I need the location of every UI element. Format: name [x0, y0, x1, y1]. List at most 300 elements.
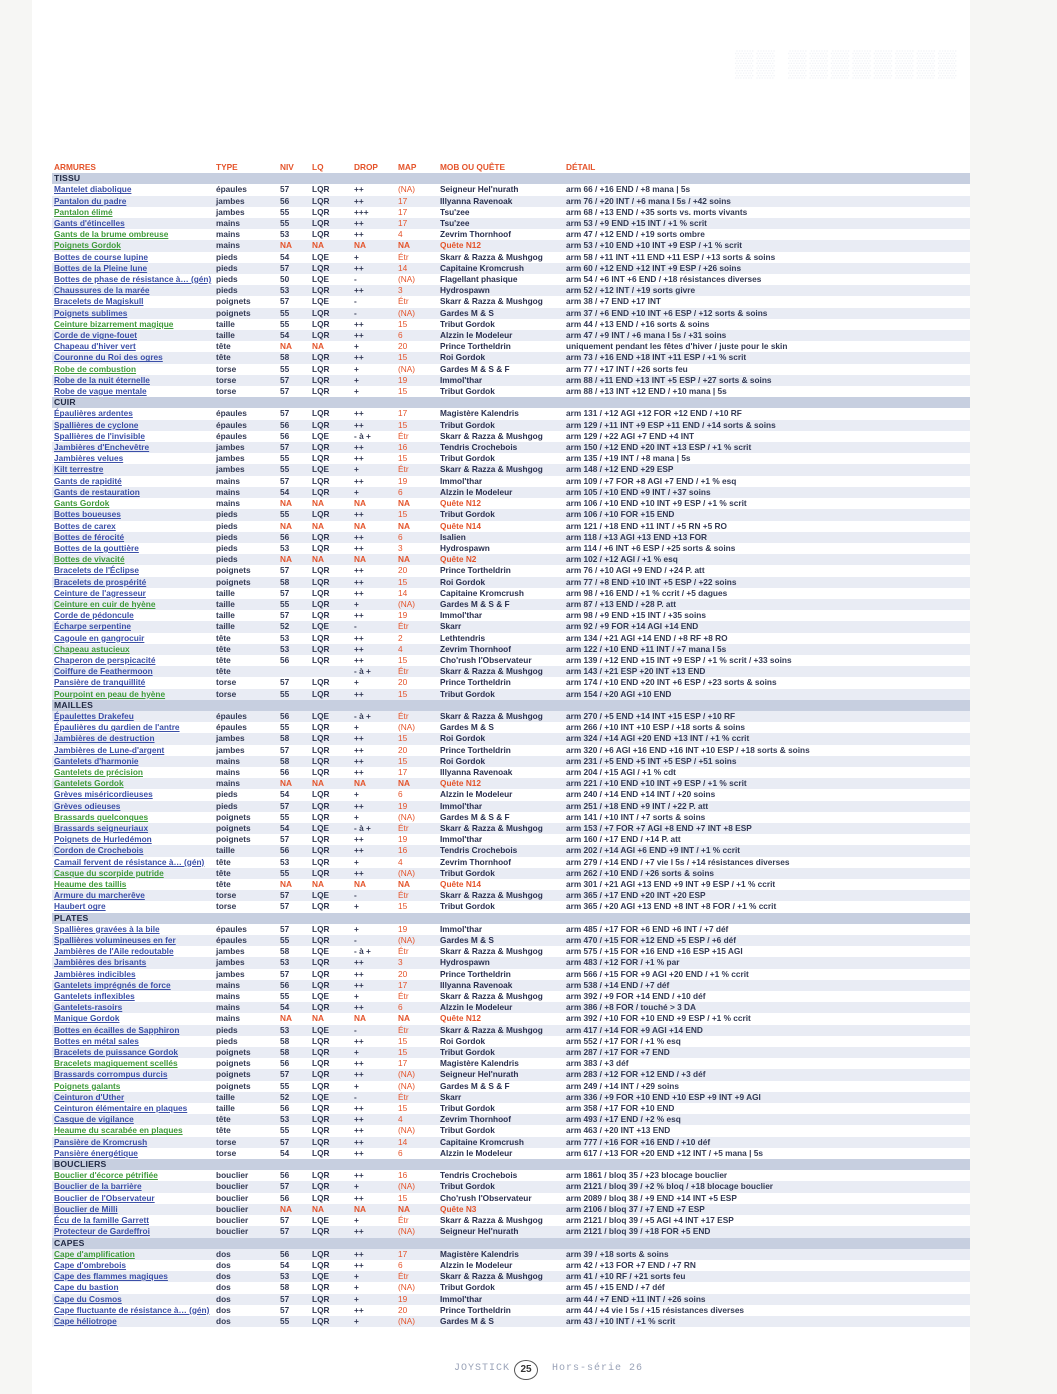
cell-map: Étr [396, 823, 438, 834]
cell-detail: arm 287 / +17 FOR +7 END [564, 1047, 970, 1058]
cell-name: Robe de vague mentale [52, 386, 214, 397]
cell-name: Cape fluctuante de résistance à… (gén) [52, 1305, 214, 1316]
cell-mob: Gardes M & S [438, 308, 564, 319]
table-row [52, 431, 970, 442]
cell-map: (NA) [396, 1081, 438, 1092]
cell-lq: LQR [310, 386, 352, 397]
cell-lq: LQE [310, 296, 352, 307]
cell-map: 15 [396, 319, 438, 330]
table-row [52, 1204, 970, 1215]
cell-lq: LQR [310, 969, 352, 980]
table-row [52, 207, 970, 218]
cell-type: épaules [214, 420, 278, 431]
cell-drop: ++ [352, 263, 396, 274]
cell-mob: Gardes M & S & F [438, 1081, 564, 1092]
cell-map: 6 [396, 1260, 438, 1271]
cell-map: 15 [396, 352, 438, 363]
page-footer [0, 1358, 1057, 1382]
cell-type: tête [214, 857, 278, 868]
cell-name: Casque de vigilance [52, 1114, 214, 1125]
cell-detail: arm 68 / +13 END / +35 sorts vs. morts vivants [564, 207, 970, 218]
cell-drop: +++ [352, 207, 396, 218]
cell-lq: LQR [310, 1193, 352, 1204]
cell-detail: arm 76 / +20 INT / +6 mana l 5s / +42 soins [564, 196, 970, 207]
cell-niv: NA [278, 778, 310, 789]
cell-name: Écharpe serpentine [52, 621, 214, 632]
cell-lq: LQR [310, 285, 352, 296]
cell-drop: ++ [352, 957, 396, 968]
table-row [52, 442, 970, 453]
table-row [52, 308, 970, 319]
cell-drop: ++ [352, 644, 396, 655]
cell-niv: 57 [278, 442, 310, 453]
cell-type: dos [214, 1316, 278, 1327]
cell-niv: 56 [278, 1058, 310, 1069]
table-row [52, 689, 970, 700]
table-body [52, 173, 970, 1327]
cell-drop: ++ [352, 218, 396, 229]
cell-niv: 54 [278, 1002, 310, 1013]
cell-map: Étr [396, 621, 438, 632]
cell-name: Gantelets de précision [52, 767, 214, 778]
cell-name: Pansière de tranquillité [52, 677, 214, 688]
cell-detail: arm 174 / +10 END +20 INT +6 ESP / +23 sorts & soins [564, 677, 970, 688]
cell-niv [278, 666, 310, 677]
cell-drop: + [352, 386, 396, 397]
cell-drop: - [352, 274, 396, 285]
cell-lq: LQR [310, 845, 352, 856]
cell-drop: + [352, 252, 396, 263]
cell-niv: 58 [278, 1282, 310, 1293]
cell-lq: LQR [310, 599, 352, 610]
table-row [52, 240, 970, 251]
table-row [52, 879, 970, 890]
cell-type: épaules [214, 722, 278, 733]
cell-name: Camail fervent de résistance à… (gén) [52, 857, 214, 868]
cell-mob: Illyanna Ravenoak [438, 196, 564, 207]
cell-detail: arm 202 / +14 AGI +6 END +9 INT / +1 % ccrit [564, 845, 970, 856]
cell-map: 17 [396, 207, 438, 218]
table-row [52, 1013, 970, 1024]
cell-map: NA [396, 1013, 438, 1024]
cell-drop: + [352, 1181, 396, 1192]
cell-map: 4 [396, 229, 438, 240]
cell-drop: NA [352, 778, 396, 789]
cell-name: Bouclier de Milli [52, 1204, 214, 1215]
cell-type: mains [214, 980, 278, 991]
cell-lq: LQR [310, 644, 352, 655]
cell-type: épaules [214, 924, 278, 935]
cell-type: bouclier [214, 1226, 278, 1237]
table-row [52, 1282, 970, 1293]
cell-type: dos [214, 1305, 278, 1316]
cell-drop: ++ [352, 610, 396, 621]
cell-detail: arm 47 / +12 END / +19 sorts ombre [564, 229, 970, 240]
cell-niv: 54 [278, 330, 310, 341]
cell-niv: 55 [278, 868, 310, 879]
cell-mob: Gardes M & S [438, 935, 564, 946]
cell-type: mains [214, 476, 278, 487]
cell-name: Chaperon de perspicacité [52, 655, 214, 666]
cell-type: pieds [214, 1025, 278, 1036]
cell-map: 15 [396, 453, 438, 464]
cell-mob: Skarr & Razza & Mushgog [438, 711, 564, 722]
cell-niv: 53 [278, 285, 310, 296]
cell-type: dos [214, 1294, 278, 1305]
cell-mob: Skarr & Razza & Mushgog [438, 431, 564, 442]
cell-map: 6 [396, 487, 438, 498]
table-row [52, 767, 970, 778]
cell-drop: ++ [352, 1249, 396, 1260]
cell-niv: 57 [278, 1294, 310, 1305]
cell-name: Jambières velues [52, 453, 214, 464]
cell-drop: - [352, 1092, 396, 1103]
cell-lq: LQE [310, 1215, 352, 1226]
cell-name: Pourpoint en peau de hyène [52, 689, 214, 700]
cell-name: Chapeau d'hiver vert [52, 341, 214, 352]
cell-niv: 54 [278, 1148, 310, 1159]
cell-lq: LQR [310, 1226, 352, 1237]
cell-niv: 57 [278, 588, 310, 599]
cell-lq: LQR [310, 442, 352, 453]
cell-detail: arm 392 / +9 FOR +14 END / +10 déf [564, 991, 970, 1002]
cell-type: poignets [214, 1081, 278, 1092]
cell-name: Cape du Cosmos [52, 1294, 214, 1305]
page-number: 25 [514, 1360, 538, 1380]
cell-lq: NA [310, 240, 352, 251]
cell-niv: 55 [278, 319, 310, 330]
cell-type: dos [214, 1249, 278, 1260]
table-row [52, 577, 970, 588]
cell-mob: Quête N14 [438, 879, 564, 890]
cell-lq: LQR [310, 1114, 352, 1125]
cell-niv: 56 [278, 420, 310, 431]
cell-name: Cape d'ombrebois [52, 1260, 214, 1271]
table-row [52, 274, 970, 285]
cell-name: Bracelets de Magiskull [52, 296, 214, 307]
cell-map: 20 [396, 565, 438, 576]
cell-drop: ++ [352, 1148, 396, 1159]
cell-map: (NA) [396, 935, 438, 946]
table-row [52, 599, 970, 610]
cell-map: NA [396, 778, 438, 789]
cell-mob: Alzzin le Modeleur [438, 1002, 564, 1013]
cell-mob: Tribut Gordok [438, 319, 564, 330]
cell-detail: arm 365 / +20 AGI +13 END +8 INT +8 FOR / +1 % ccrit [564, 901, 970, 912]
cell-detail: arm 251 / +18 END +9 INT / +22 P. att [564, 801, 970, 812]
cell-drop: NA [352, 879, 396, 890]
cell-type: mains [214, 778, 278, 789]
cell-mob: Skarr & Razza & Mushgog [438, 823, 564, 834]
cell-detail: arm 77 / +17 INT / +26 sorts feu [564, 364, 970, 375]
cell-map: Étr [396, 252, 438, 263]
cell-niv: 55 [278, 308, 310, 319]
cell-mob: Gardes M & S & F [438, 364, 564, 375]
section-title: TISSU [52, 173, 970, 184]
cell-name: Ceinturon élémentaire en plaques [52, 1103, 214, 1114]
cell-name: Bouclier d'écorce pétrifiée [52, 1170, 214, 1181]
table-row [52, 711, 970, 722]
cell-type: pieds [214, 509, 278, 520]
cell-niv: 58 [278, 733, 310, 744]
table-row [52, 1215, 970, 1226]
cell-lq: NA [310, 1013, 352, 1024]
table-row [52, 644, 970, 655]
section-header-row [52, 1159, 970, 1170]
cell-drop: ++ [352, 588, 396, 599]
cell-map: NA [396, 879, 438, 890]
cell-name: Gantelets d'harmonie [52, 756, 214, 767]
table-row [52, 1226, 970, 1237]
cell-name: Gants Gordok [52, 498, 214, 509]
table-row [52, 789, 970, 800]
cell-type: pieds [214, 543, 278, 554]
cell-map: 2 [396, 633, 438, 644]
cell-niv: 57 [278, 610, 310, 621]
cell-lq: NA [310, 554, 352, 565]
table-row [52, 722, 970, 733]
cell-detail: arm 270 / +5 END +14 INT +15 ESP / +10 RF [564, 711, 970, 722]
cell-detail: arm 98 / +16 END / +1 % ccrit / +5 dagues [564, 588, 970, 599]
cell-type: taille [214, 845, 278, 856]
cell-mob: Prince Tortheldrin [438, 969, 564, 980]
table-row [52, 1125, 970, 1136]
cell-type: tête [214, 352, 278, 363]
cell-name: Spallières de l'invisible [52, 431, 214, 442]
cell-drop: ++ [352, 767, 396, 778]
cell-type: jambes [214, 207, 278, 218]
cell-map: (NA) [396, 1181, 438, 1192]
cell-name: Gantelets imprégnés de force [52, 980, 214, 991]
cell-type: pieds [214, 285, 278, 296]
cell-detail: arm 45 / +15 END / +7 déf [564, 1282, 970, 1293]
cell-mob: Illyanna Ravenoak [438, 767, 564, 778]
cell-type: poignets [214, 577, 278, 588]
cell-name: Mantelet diabolique [52, 184, 214, 195]
cell-name: Poignets galants [52, 1081, 214, 1092]
cell-name: Poignets Gordok [52, 240, 214, 251]
cell-name: Bottes en métal sales [52, 1036, 214, 1047]
table-row [52, 386, 970, 397]
table-row [52, 184, 970, 195]
cell-lq: LQR [310, 1069, 352, 1080]
table-row [52, 633, 970, 644]
cell-niv: 56 [278, 1170, 310, 1181]
cell-type: pieds [214, 274, 278, 285]
cell-drop: ++ [352, 1193, 396, 1204]
cell-lq: LQR [310, 1316, 352, 1327]
table-row [52, 252, 970, 263]
cell-name: Gantelets Gordok [52, 778, 214, 789]
cell-lq: LQR [310, 957, 352, 968]
cell-map: NA [396, 498, 438, 509]
cell-type: jambes [214, 442, 278, 453]
cell-mob: Skarr & Razza & Mushgog [438, 296, 564, 307]
cell-name: Bracelets de puissance Gordok [52, 1047, 214, 1058]
cell-drop: ++ [352, 756, 396, 767]
cell-lq: LQE [310, 946, 352, 957]
cell-drop: ++ [352, 801, 396, 812]
cell-drop: ++ [352, 565, 396, 576]
cell-name: Brassards corrompus durcis [52, 1069, 214, 1080]
table-row [52, 554, 970, 565]
cell-drop: ++ [352, 408, 396, 419]
cell-mob: Quête N14 [438, 521, 564, 532]
cell-lq: LQE [310, 711, 352, 722]
cell-drop: ++ [352, 733, 396, 744]
cell-name: Robe de combustion [52, 364, 214, 375]
cell-lq: LQR [310, 308, 352, 319]
cell-detail: arm 358 / +17 FOR +10 END [564, 1103, 970, 1114]
cell-map: 20 [396, 1305, 438, 1316]
cell-map: 4 [396, 1114, 438, 1125]
cell-mob: Quête N12 [438, 778, 564, 789]
cell-niv: 53 [278, 957, 310, 968]
cell-niv: 58 [278, 756, 310, 767]
cell-name: Chapeau astucieux [52, 644, 214, 655]
cell-detail: arm 336 / +9 FOR +10 END +10 ESP +9 INT +9 AGI [564, 1092, 970, 1103]
cell-niv: 56 [278, 1103, 310, 1114]
cell-name: Grèves odieuses [52, 801, 214, 812]
cell-drop: + [352, 1316, 396, 1327]
cell-lq: LQR [310, 655, 352, 666]
cell-detail: arm 493 / +17 END / +2 % esq [564, 1114, 970, 1125]
cell-lq: LQR [310, 1125, 352, 1136]
table-row [52, 823, 970, 834]
cell-detail: arm 148 / +12 END +29 ESP [564, 464, 970, 475]
table-row [52, 1103, 970, 1114]
cell-mob: Tribut Gordok [438, 1047, 564, 1058]
cell-drop: + [352, 1081, 396, 1092]
table-row [52, 521, 970, 532]
header-niv: NIV [280, 162, 294, 172]
cell-name: Haubert ogre [52, 901, 214, 912]
table-row [52, 1036, 970, 1047]
cell-map: 17 [396, 196, 438, 207]
cell-drop: ++ [352, 868, 396, 879]
cell-type: jambes [214, 464, 278, 475]
header-map: MAP [398, 162, 417, 172]
cell-mob: Gardes M & S [438, 722, 564, 733]
cell-detail: arm 77 / +8 END +10 INT +5 ESP / +22 soins [564, 577, 970, 588]
cell-niv: 57 [278, 476, 310, 487]
cell-mob: Roi Gordok [438, 577, 564, 588]
cell-lq: LQR [310, 319, 352, 330]
cell-name: Bouclier de l'Observateur [52, 1193, 214, 1204]
cell-niv: 57 [278, 677, 310, 688]
cell-mob: Roi Gordok [438, 1036, 564, 1047]
cell-type: poignets [214, 1069, 278, 1080]
cell-name: Cagoule en gangrocuir [52, 633, 214, 644]
cell-name: Cordon de Crochebois [52, 845, 214, 856]
cell-map: Étr [396, 1025, 438, 1036]
table-row [52, 901, 970, 912]
cell-name: Brassards seigneuriaux [52, 823, 214, 834]
cell-detail: arm 143 / +21 ESP +20 INT +13 END [564, 666, 970, 677]
cell-mob: Alzzin le Modeleur [438, 789, 564, 800]
cell-detail: arm 47 / +9 INT / +6 mana l 5s / +31 soins [564, 330, 970, 341]
cell-map: 19 [396, 610, 438, 621]
cell-drop: ++ [352, 689, 396, 700]
cell-lq: LQR [310, 364, 352, 375]
table-row [52, 1316, 970, 1327]
cell-detail: arm 88 / +13 INT +12 END / +10 mana | 5s [564, 386, 970, 397]
cell-map: (NA) [396, 722, 438, 733]
cell-map: (NA) [396, 308, 438, 319]
cell-niv: NA [278, 554, 310, 565]
cell-name: Épaulières du gardien de l'antre [52, 722, 214, 733]
cell-name: Ceinture bizarrement magique [52, 319, 214, 330]
table-row [52, 498, 970, 509]
cell-detail: arm 88 / +11 END +13 INT +5 ESP / +27 sorts & soins [564, 375, 970, 386]
cell-lq: LQE [310, 274, 352, 285]
table-row [52, 610, 970, 621]
section-header-row [52, 913, 970, 924]
cell-type: mains [214, 240, 278, 251]
cell-drop: ++ [352, 453, 396, 464]
table-row [52, 487, 970, 498]
cell-drop: ++ [352, 1260, 396, 1271]
cell-drop: ++ [352, 745, 396, 756]
cell-map: 14 [396, 588, 438, 599]
cell-mob: Immol'thar [438, 476, 564, 487]
cell-drop: - à + [352, 946, 396, 957]
cell-lq: LQR [310, 196, 352, 207]
cell-lq: NA [310, 498, 352, 509]
cell-mob: Alzzin le Modeleur [438, 1260, 564, 1271]
cell-drop: + [352, 599, 396, 610]
cell-niv: 57 [278, 745, 310, 756]
cell-map: (NA) [396, 1282, 438, 1293]
cell-detail: arm 777 / +16 FOR +16 END / +10 déf [564, 1137, 970, 1148]
cell-niv: 55 [278, 207, 310, 218]
cell-lq: LQR [310, 1260, 352, 1271]
cell-name: Bouclier de la barrière [52, 1181, 214, 1192]
cell-map: 17 [396, 980, 438, 991]
cell-lq: LQR [310, 1294, 352, 1305]
header-type: TYPE [216, 162, 238, 172]
cell-lq: LQR [310, 375, 352, 386]
cell-map: 16 [396, 442, 438, 453]
cell-type: taille [214, 621, 278, 632]
cell-mob: Tendris Crochebois [438, 1170, 564, 1181]
header-lq: LQ [312, 162, 324, 172]
cell-type: pieds [214, 801, 278, 812]
cell-map: Étr [396, 666, 438, 677]
cell-type: jambes [214, 733, 278, 744]
cell-mob: Tribut Gordok [438, 868, 564, 879]
table-row [52, 532, 970, 543]
cell-drop: + [352, 789, 396, 800]
table-row [52, 1148, 970, 1159]
cell-mob: Prince Tortheldrin [438, 745, 564, 756]
cell-drop: NA [352, 498, 396, 509]
cell-map: 15 [396, 386, 438, 397]
cell-niv: 54 [278, 252, 310, 263]
cell-map: 19 [396, 801, 438, 812]
cell-niv: 55 [278, 722, 310, 733]
table-row [52, 420, 970, 431]
cell-map: 19 [396, 375, 438, 386]
cell-detail: arm 87 / +13 END / +28 P. att [564, 599, 970, 610]
cell-map: 4 [396, 857, 438, 868]
cell-name: Ceinture en cuir de hyène [52, 599, 214, 610]
table-row [52, 845, 970, 856]
cell-detail: arm 2121 / bloq 39 / +5 AGI +4 INT +17 ESP [564, 1215, 970, 1226]
section-title: CAPES [52, 1238, 970, 1249]
cell-drop: ++ [352, 1114, 396, 1125]
cell-map: NA [396, 1204, 438, 1215]
